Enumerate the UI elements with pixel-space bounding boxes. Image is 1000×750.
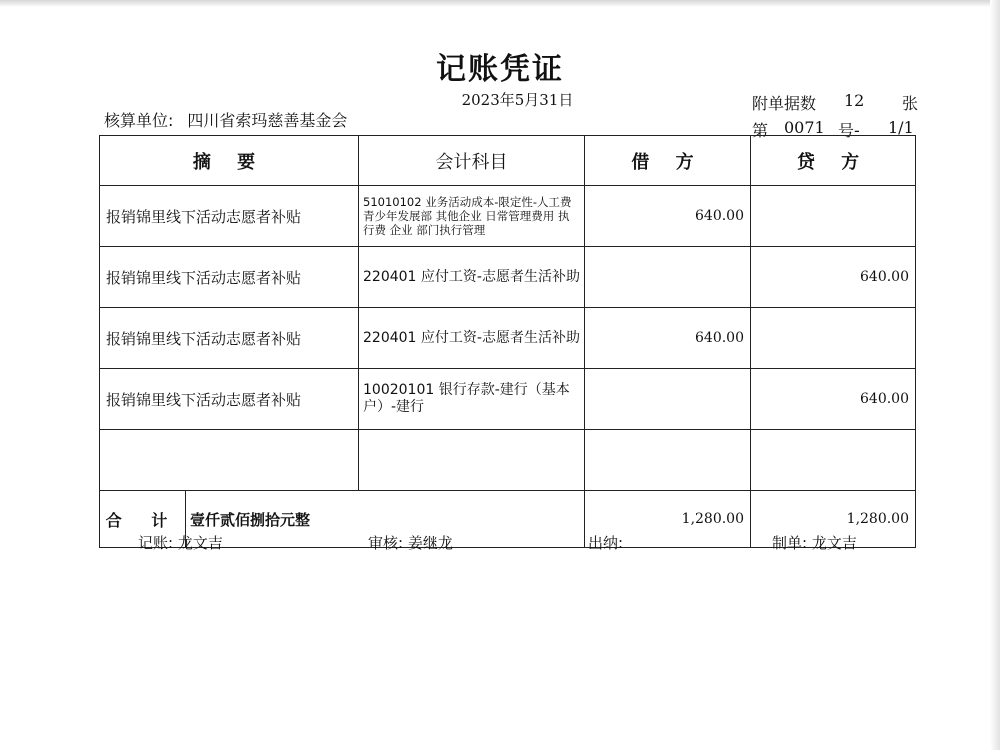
entry-credit (751, 308, 916, 369)
preparer: 制单: 龙文吉 (772, 534, 857, 552)
voucher-date: 2023年5月31日 (461, 91, 574, 109)
voucher-number-suffix: 号- (838, 121, 860, 140)
entry-debit (585, 247, 751, 308)
total-credit: 1,280.00 (751, 491, 916, 548)
total-amount-words: 壹仟贰佰捌拾元整 (186, 491, 585, 548)
scan-edge-top (0, 0, 1000, 7)
entry-account: 220401 应付工资-志愿者生活补助 (359, 247, 585, 308)
entry-credit (751, 430, 916, 491)
cashier: 出纳: (588, 534, 624, 552)
bookkeeper: 记账: 龙文吉 (138, 534, 223, 552)
voucher-number-value: 0071 (784, 118, 825, 137)
attachment-count (752, 91, 919, 114)
entry-account (359, 430, 585, 491)
attachment-number: 12 (844, 91, 865, 110)
entry-debit (585, 430, 751, 491)
attachment-label: 附单据数 (752, 94, 817, 113)
entry-summary: 报销锦里线下活动志愿者补贴 (100, 308, 359, 369)
accounting-unit-label: 核算单位: (104, 111, 174, 130)
table-row (100, 369, 916, 430)
entry-summary (100, 430, 359, 491)
entry-debit (585, 369, 751, 430)
entry-debit: 640.00 (585, 308, 751, 369)
header-debit: 借 方 (585, 136, 751, 186)
voucher-number-label: 第 (752, 121, 769, 140)
voucher-title: 记账凭证 (436, 52, 564, 87)
table-row (100, 247, 916, 308)
voucher-page: 1/1 (888, 118, 914, 137)
total-debit: 1,280.00 (585, 491, 751, 548)
entry-credit (751, 186, 916, 247)
entry-summary: 报销锦里线下活动志愿者补贴 (100, 247, 359, 308)
entry-debit: 640.00 (585, 186, 751, 247)
table-row (100, 186, 916, 247)
entry-account: 10020101 银行存款-建行（基本户）-建行 (359, 369, 585, 430)
header-account: 会计科目 (359, 136, 585, 186)
accounting-unit-name: 四川省索玛慈善基金会 (187, 111, 348, 130)
accounting-unit (104, 108, 347, 131)
entry-credit: 640.00 (751, 369, 916, 430)
scan-edge-right (990, 0, 1000, 750)
attachment-unit: 张 (902, 94, 919, 113)
reviewer: 审核: 姜继龙 (368, 534, 453, 552)
entry-account: 51010102 业务活动成本-限定性-人工费 青少年发展部 其他企业 日常管理费用 执行费 企业 部门执行管理 (359, 186, 585, 247)
entry-credit: 640.00 (751, 247, 916, 308)
table-row-empty (100, 430, 916, 491)
entry-account: 220401 应付工资-志愿者生活补助 (359, 308, 585, 369)
table-row (100, 308, 916, 369)
header-credit: 贷 方 (751, 136, 916, 186)
entry-summary: 报销锦里线下活动志愿者补贴 (100, 369, 359, 430)
entry-summary: 报销锦里线下活动志愿者补贴 (100, 186, 359, 247)
header-summary: 摘 要 (100, 136, 359, 186)
voucher-table (99, 135, 916, 548)
total-label: 合 计 (100, 491, 186, 548)
